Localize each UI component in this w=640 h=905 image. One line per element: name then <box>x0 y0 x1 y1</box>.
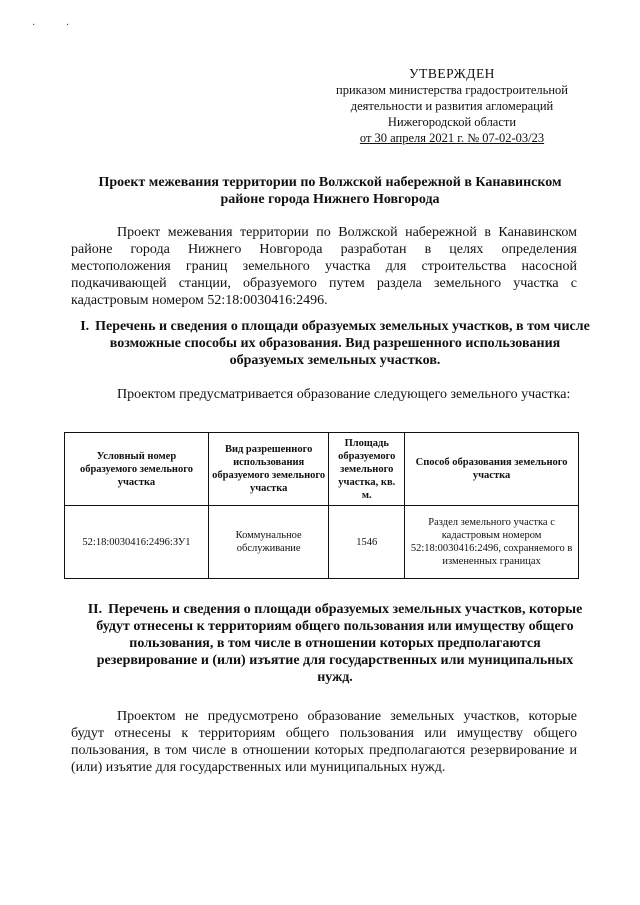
table-header-method: Способ образования земельного участка <box>405 433 579 506</box>
section-1-title: Перечень и сведения о площади образуемых земельных участков, в том числе возможные способы их образования. Вид разрешенного использования образуемых земельных участков. <box>95 319 590 368</box>
section-1-heading <box>80 318 590 369</box>
approval-line-3: Нижегородской области <box>387 115 517 129</box>
table-header-use: Вид разрешенного использования образуемого земельного участка <box>208 433 328 506</box>
approval-stamp <box>318 66 586 146</box>
section-1-numeral: I. <box>80 319 90 334</box>
table-header-number: Условный номер образуемого земельного участка <box>65 433 209 506</box>
cell-area: 1546 <box>329 506 405 579</box>
cell-parcel-number: 52:18:0030416:2496:ЗУ1 <box>65 506 209 579</box>
cell-permitted-use: Коммунальное обслуживание <box>208 506 328 579</box>
document-title-line-2: районе города Нижнего Новгорода <box>220 192 440 207</box>
intro-paragraph: Проект межевания территории по Волжской набережной в Канавинском районе города Нижнего Новгорода разработан в целях определения местоположения границ земельного участка для строительства насосной подкачивающей станции, образуемого путем раздела земельного участка с кадастровым номером 52:18:0030416:2496. <box>71 225 577 308</box>
section-2-text: Проектом не предусмотрено образование земельных участков, которые будут отнесены к территориям общего пользования или имуществу общего пользования, в том числе в отношении которых предполагаются резервирование и (или) изъятие для государственных или муниципальных нужд. <box>71 709 577 775</box>
scan-marks: · · <box>32 20 84 31</box>
parcels-table <box>64 432 579 579</box>
approval-order-number: от 30 апреля 2021 г. № 07-02-03/23 <box>359 131 545 145</box>
approval-line-2: деятельности и развития агломераций <box>350 99 554 113</box>
document-title <box>70 174 590 208</box>
table-row <box>65 506 579 579</box>
approval-line-1: приказом министерства градостроительной <box>336 83 568 97</box>
section-2-heading <box>80 601 590 686</box>
table-header-area: Площадь образуемого земельного участка, кв. м. <box>329 433 405 506</box>
section-2-title: Перечень и сведения о площади образуемых земельных участков, которые будут отнесены к территориям общего пользования или имуществу общего пользования, в том числе в отношении которых предполагаются резервирование и (или) изъятие для государственных или муниципальных нужд. <box>96 602 583 685</box>
section-1-text: Проектом предусматривается образование следующего земельного участка: <box>117 387 571 402</box>
cell-formation-method: Раздел земельного участка с кадастровым номером 52:18:0030416:2496, сохраняемого в измененных границах <box>405 506 579 579</box>
approval-title: УТВЕРЖДЕН <box>409 66 495 81</box>
table-header-row <box>65 433 579 506</box>
document-title-line-1: Проект межевания территории по Волжской набережной в Канавинском <box>98 175 562 190</box>
section-2-numeral: II. <box>87 602 103 617</box>
